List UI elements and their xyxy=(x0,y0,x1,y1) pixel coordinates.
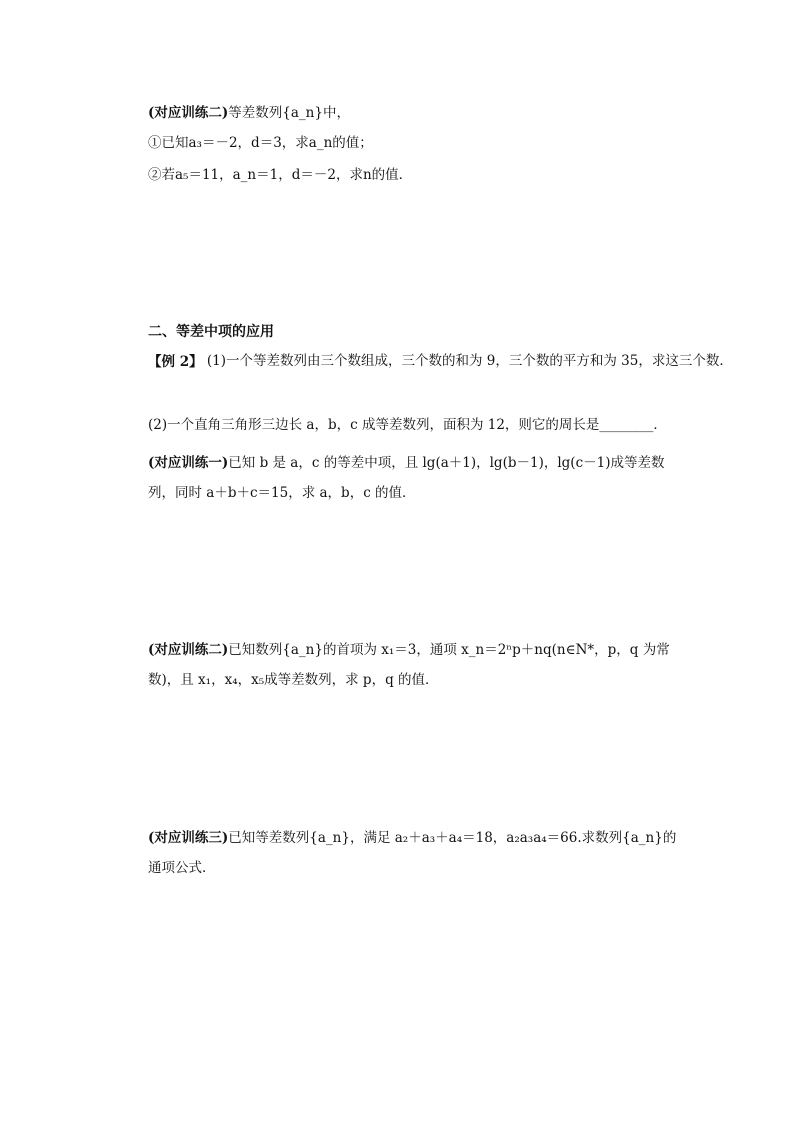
example-2-question-1: (1)一个等差数列由三个数组成，三个数的和为 9，三个数的平方和为 35，求这三个数． xyxy=(206,353,733,369)
training-1-text: 已知 b 是 a，c 的等差中项，且 lg(a＋1)，lg(b－1)，lg(c－1)成等差数列，同时 a＋b＋c＝15，求 a，b，c 的值． xyxy=(148,455,665,501)
training-tag: (对应训练二) xyxy=(148,105,229,121)
training-tag: (对应训练二) xyxy=(148,642,229,658)
training-2-item-2: ②若a₅＝11，a_n＝1，d＝－2，求n的值． xyxy=(148,167,413,183)
training-2-block xyxy=(148,635,678,695)
example-2-question-2: (2)一个直角三角形三边长 a，b，c 成等差数列，面积为 12，则它的周长是________． xyxy=(148,417,667,433)
example-2-line-1 xyxy=(148,353,739,385)
training-2-intro-line xyxy=(148,104,350,122)
training-3-text: 已知等差数列{a_n}，满足 a₂＋a₃＋a₄＝18，a₂a₃a₄＝66.求数列{a_n}的通项公式． xyxy=(148,830,677,876)
training-1-block xyxy=(148,448,678,508)
training-2-intro: 等差数列{a_n}中， xyxy=(228,105,350,121)
training-2-item-1: ①已知a₃＝－2，d＝3，求a_n的值； xyxy=(148,135,373,151)
training-3-block xyxy=(148,823,678,883)
example-tag: 【例 2】 xyxy=(148,354,203,370)
training-tag: (对应训练三) xyxy=(148,830,229,846)
training-2-text: 已知数列{a_n}的首项为 x₁＝3，通项 x_n＝2ⁿp＋nq(n∈N*，p，q 为常数)，且 x₁，x₄，x₅成等差数列，求 p，q 的值． xyxy=(148,642,670,688)
training-tag: (对应训练一) xyxy=(148,455,229,471)
section-heading: 二、等差中项的应用 xyxy=(148,324,274,340)
